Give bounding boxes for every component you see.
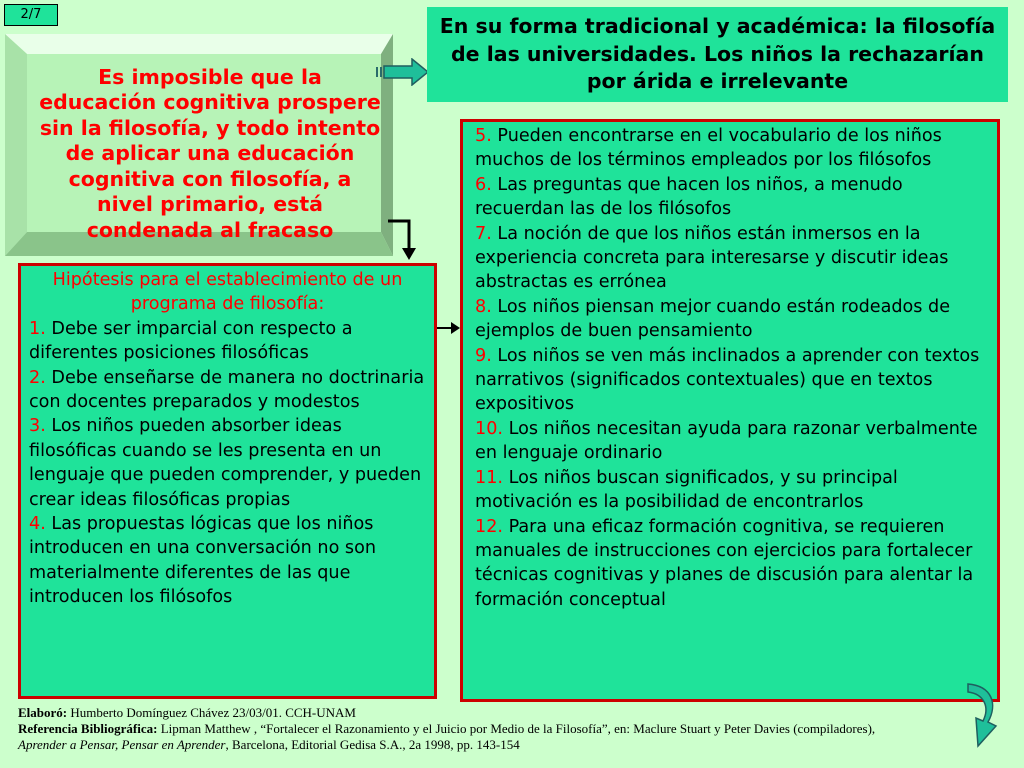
list-item xyxy=(475,173,987,222)
traditional-philosophy-box: En su forma tradicional y académica: la filosofía de las universidades. Los niños la rechazarían por árida e irrelevante xyxy=(427,7,1008,102)
list-item xyxy=(475,515,987,613)
item-text: Para una eficaz formación cognitiva, se requieren manuales de instrucciones con ejercicios para fortalecer técnicas cognitivas y planes de discusión para alentar la formación conceptual xyxy=(475,516,974,610)
main-statement-box xyxy=(5,34,393,256)
item-number: 6. xyxy=(475,174,492,195)
item-text: Los niños buscan significados, y su principal motivación es la posibilidad de encontrarlos xyxy=(475,467,898,513)
author: Humberto Domínguez Chávez 23/03/01. CCH-UNAM xyxy=(70,705,356,720)
item-number: 2. xyxy=(29,367,46,388)
item-number: 12. xyxy=(475,516,503,537)
list-item xyxy=(475,344,987,417)
main-statement: Es imposible que la educación cognitiva prospere sin la filosofía, y todo intento de aplicar una educación cognitiva con filosofía, a nivel primario, está condenada al fracaso xyxy=(39,64,381,242)
list-item xyxy=(29,414,426,512)
item-text: Los niños pueden absorber ideas filosóficas cuando se les presenta en un lenguaje que pueden comprender, y pueden crear ideas filosóficas propias xyxy=(29,416,422,510)
list-item xyxy=(475,466,987,515)
item-text: Pueden encontrarse en el vocabulario de los niños muchos de los términos empleados por los filósofos xyxy=(475,126,942,171)
book-title: Aprender a Pensar, Pensar en Aprender xyxy=(18,737,226,752)
item-number: 9. xyxy=(475,345,492,366)
item-text: Debe enseñarse de manera no doctrinaria con docentes preparados y modestos xyxy=(29,367,425,413)
list-item xyxy=(475,124,987,173)
author-line xyxy=(18,705,968,721)
down-arrow-icon xyxy=(388,218,418,262)
item-number: 3. xyxy=(29,416,46,437)
item-text: Los niños piensan mejor cuando están rodeados de ejemplos de buen pensamiento xyxy=(475,296,951,342)
item-text: Las propuestas lógicas que los niños introducen en una conversación no son materialmente diferentes de las que introducen los filósofos xyxy=(29,514,377,608)
list-item xyxy=(29,512,426,610)
reference-line xyxy=(18,721,968,737)
right-arrow-icon xyxy=(374,58,430,86)
footer xyxy=(18,705,968,753)
hypothesis-box xyxy=(18,263,437,699)
item-number: 10. xyxy=(475,418,503,439)
item-number: 5. xyxy=(475,126,492,146)
item-number: 7. xyxy=(475,223,492,244)
item-text: Las preguntas que hacen los niños, a menudo recuerdan las de los filósofos xyxy=(475,174,903,220)
item-text: Debe ser imparcial con respecto a diferentes posiciones filosóficas xyxy=(29,318,353,364)
publisher: , Barcelona, Editorial Gedisa S.A., 2a 1998, pp. 143-154 xyxy=(225,737,520,752)
list-item xyxy=(29,317,426,366)
author-label: Elaboró: xyxy=(18,705,68,720)
reference-label: Referencia Bibliográfica: xyxy=(18,721,158,736)
item-number: 8. xyxy=(475,296,492,317)
hypothesis-title: Hipótesis para el establecimiento de un programa de filosofía: xyxy=(52,270,403,315)
list-item xyxy=(475,295,987,344)
item-number: 1. xyxy=(29,318,46,339)
item-text: Los niños se ven más inclinados a aprender con textos narrativos (significados contextuales) que en textos expositivos xyxy=(475,345,980,415)
return-arrow-icon[interactable] xyxy=(962,682,1002,750)
item-number: 11. xyxy=(475,467,503,488)
children-abilities-box xyxy=(460,119,1000,702)
page-number: 2/7 xyxy=(4,4,58,26)
item-text: Los niños necesitan ayuda para razonar verbalmente en lenguaje ordinario xyxy=(475,418,978,464)
list-item xyxy=(475,417,987,466)
reference-line-2 xyxy=(18,737,968,753)
list-item xyxy=(29,366,426,415)
item-text: La noción de que los niños están inmersos en la experiencia concreta para interesarse y discutir ideas abstractas es errónea xyxy=(475,223,949,293)
list-item xyxy=(475,222,987,295)
right-pointer-icon xyxy=(437,320,461,336)
item-number: 4. xyxy=(29,514,46,535)
reference-text: Lipman Matthew , “Fortalecer el Razonamiento y el Juicio por Medio de la Filosofía”, en: Maclure Stuart y Peter Davies (compiladores), xyxy=(160,721,876,736)
